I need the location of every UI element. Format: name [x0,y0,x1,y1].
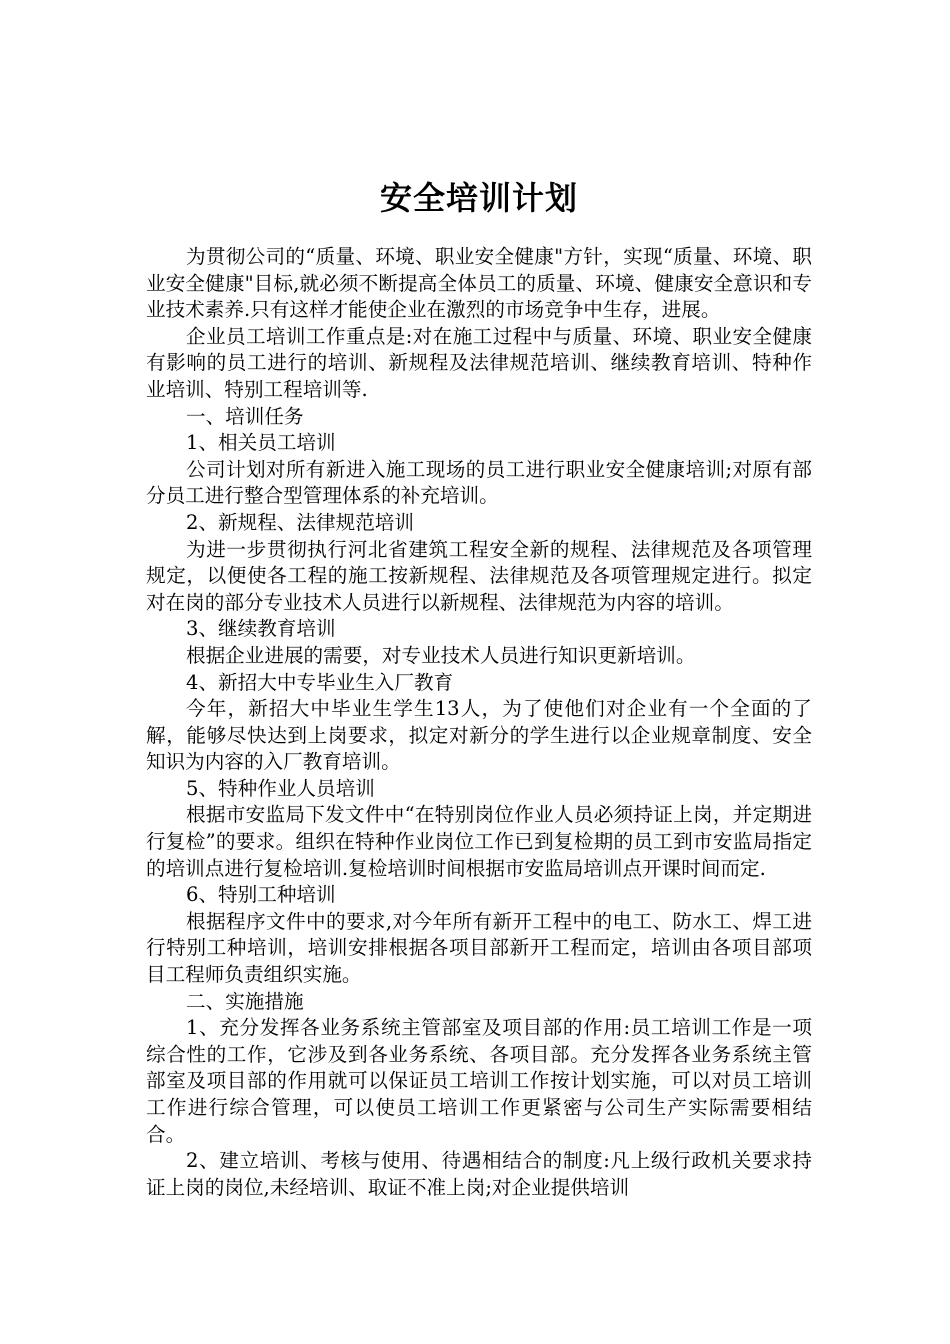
subheading-regulations-training: 2、新规程、法律规范培训 [186,510,414,534]
subheading-special-operations: 5、特种作业人员培训 [186,776,375,800]
paragraph-measure-1: 1、充分发挥各业务系统主管部室及项目部的作用:员工培训工作是一项综合性的工作，它涉及到各业务系统、各项目部。充分发挥各业务系统主管部室及项目部的作用就可以保证员工培训工作按计划实施，可以对员工培训工作进行综合管理，可以使员工培训工作更紧密与公司生产实际需要相结合。 [146,1016,812,1146]
section-heading-measures: 二、实施措施 [186,989,304,1013]
subheading-graduate-induction: 4、新招大中专毕业生入厂教育 [186,670,454,694]
subheading-continuing-education: 3、继续教育培训 [186,617,336,641]
focus-paragraph: 企业员工培训工作重点是:对在施工过程中与质量、环境、职业安全健康有影响的员工进行的培训、新规程及法律规范培训、继续教育培训、特种作业培训、特别工程培训等. [146,324,812,401]
subheading-staff-training: 1、相关员工培训 [186,431,336,455]
subheading-special-trades: 6、特别工种培训 [186,883,336,907]
paragraph-continuing-education: 根据企业进展的需要，对专业技术人员进行知识更新培训。 [186,643,696,667]
document-body [146,244,812,1201]
paragraph-graduate-induction: 今年，新招大中毕业生学生13人，为了使他们对企业有一个全面的了解，能够尽快达到上岗要求，拟定对新分的学生进行以企业规章制度、安全知识为内容的入厂教育培训。 [146,697,812,774]
paragraph-staff-training: 公司计划对所有新进入施工现场的员工进行职业安全健康培训;对原有部分员工进行整合型管理体系的补充培训。 [146,457,812,508]
paragraph-regulations-training: 为进一步贯彻执行河北省建筑工程安全新的规程、法律规范及各项管理规定，以便使各工程的施工按新规程、法律规范及各项管理规定进行。拟定对在岗的部分专业技术人员进行以新规程、法律规范为内容的培训。 [146,537,812,614]
document-title: 安全培训计划 [379,179,578,217]
paragraph-measure-2: 2、建立培训、考核与使用、待遇相结合的制度:凡上级行政机关要求持证上岗的岗位,未经培训、取证不准上岗;对企业提供培训 [146,1149,812,1199]
intro-paragraph: 为贯彻公司的“质量、环境、职业安全健康"方针，实现“质量、环境、职业安全健康"目标,就必须不断提高全体员工的质量、环境、健康安全意识和专业技术素养.只有这样才能使企业在激烈的市场竞争中生存，进展。 [146,245,812,322]
paragraph-special-operations: 根据市安监局下发文件中“在特别岗位作业人员必须持证上岗，并定期进行复检”的要求。组织在特种作业岗位工作已到复检期的员工到市安监局指定的培训点进行复检培训.复检培训时间根据市安监局培训点开课时间而定. [146,803,812,880]
section-heading-tasks: 一、培训任务 [186,404,304,428]
paragraph-special-trades: 根据程序文件中的要求,对今年所有新开工程中的电工、防水工、焊工进行特别工种培训，培训安排根据各项目部新开工程而定，培训由各项目部项目工程师负责组织实施。 [146,909,812,987]
